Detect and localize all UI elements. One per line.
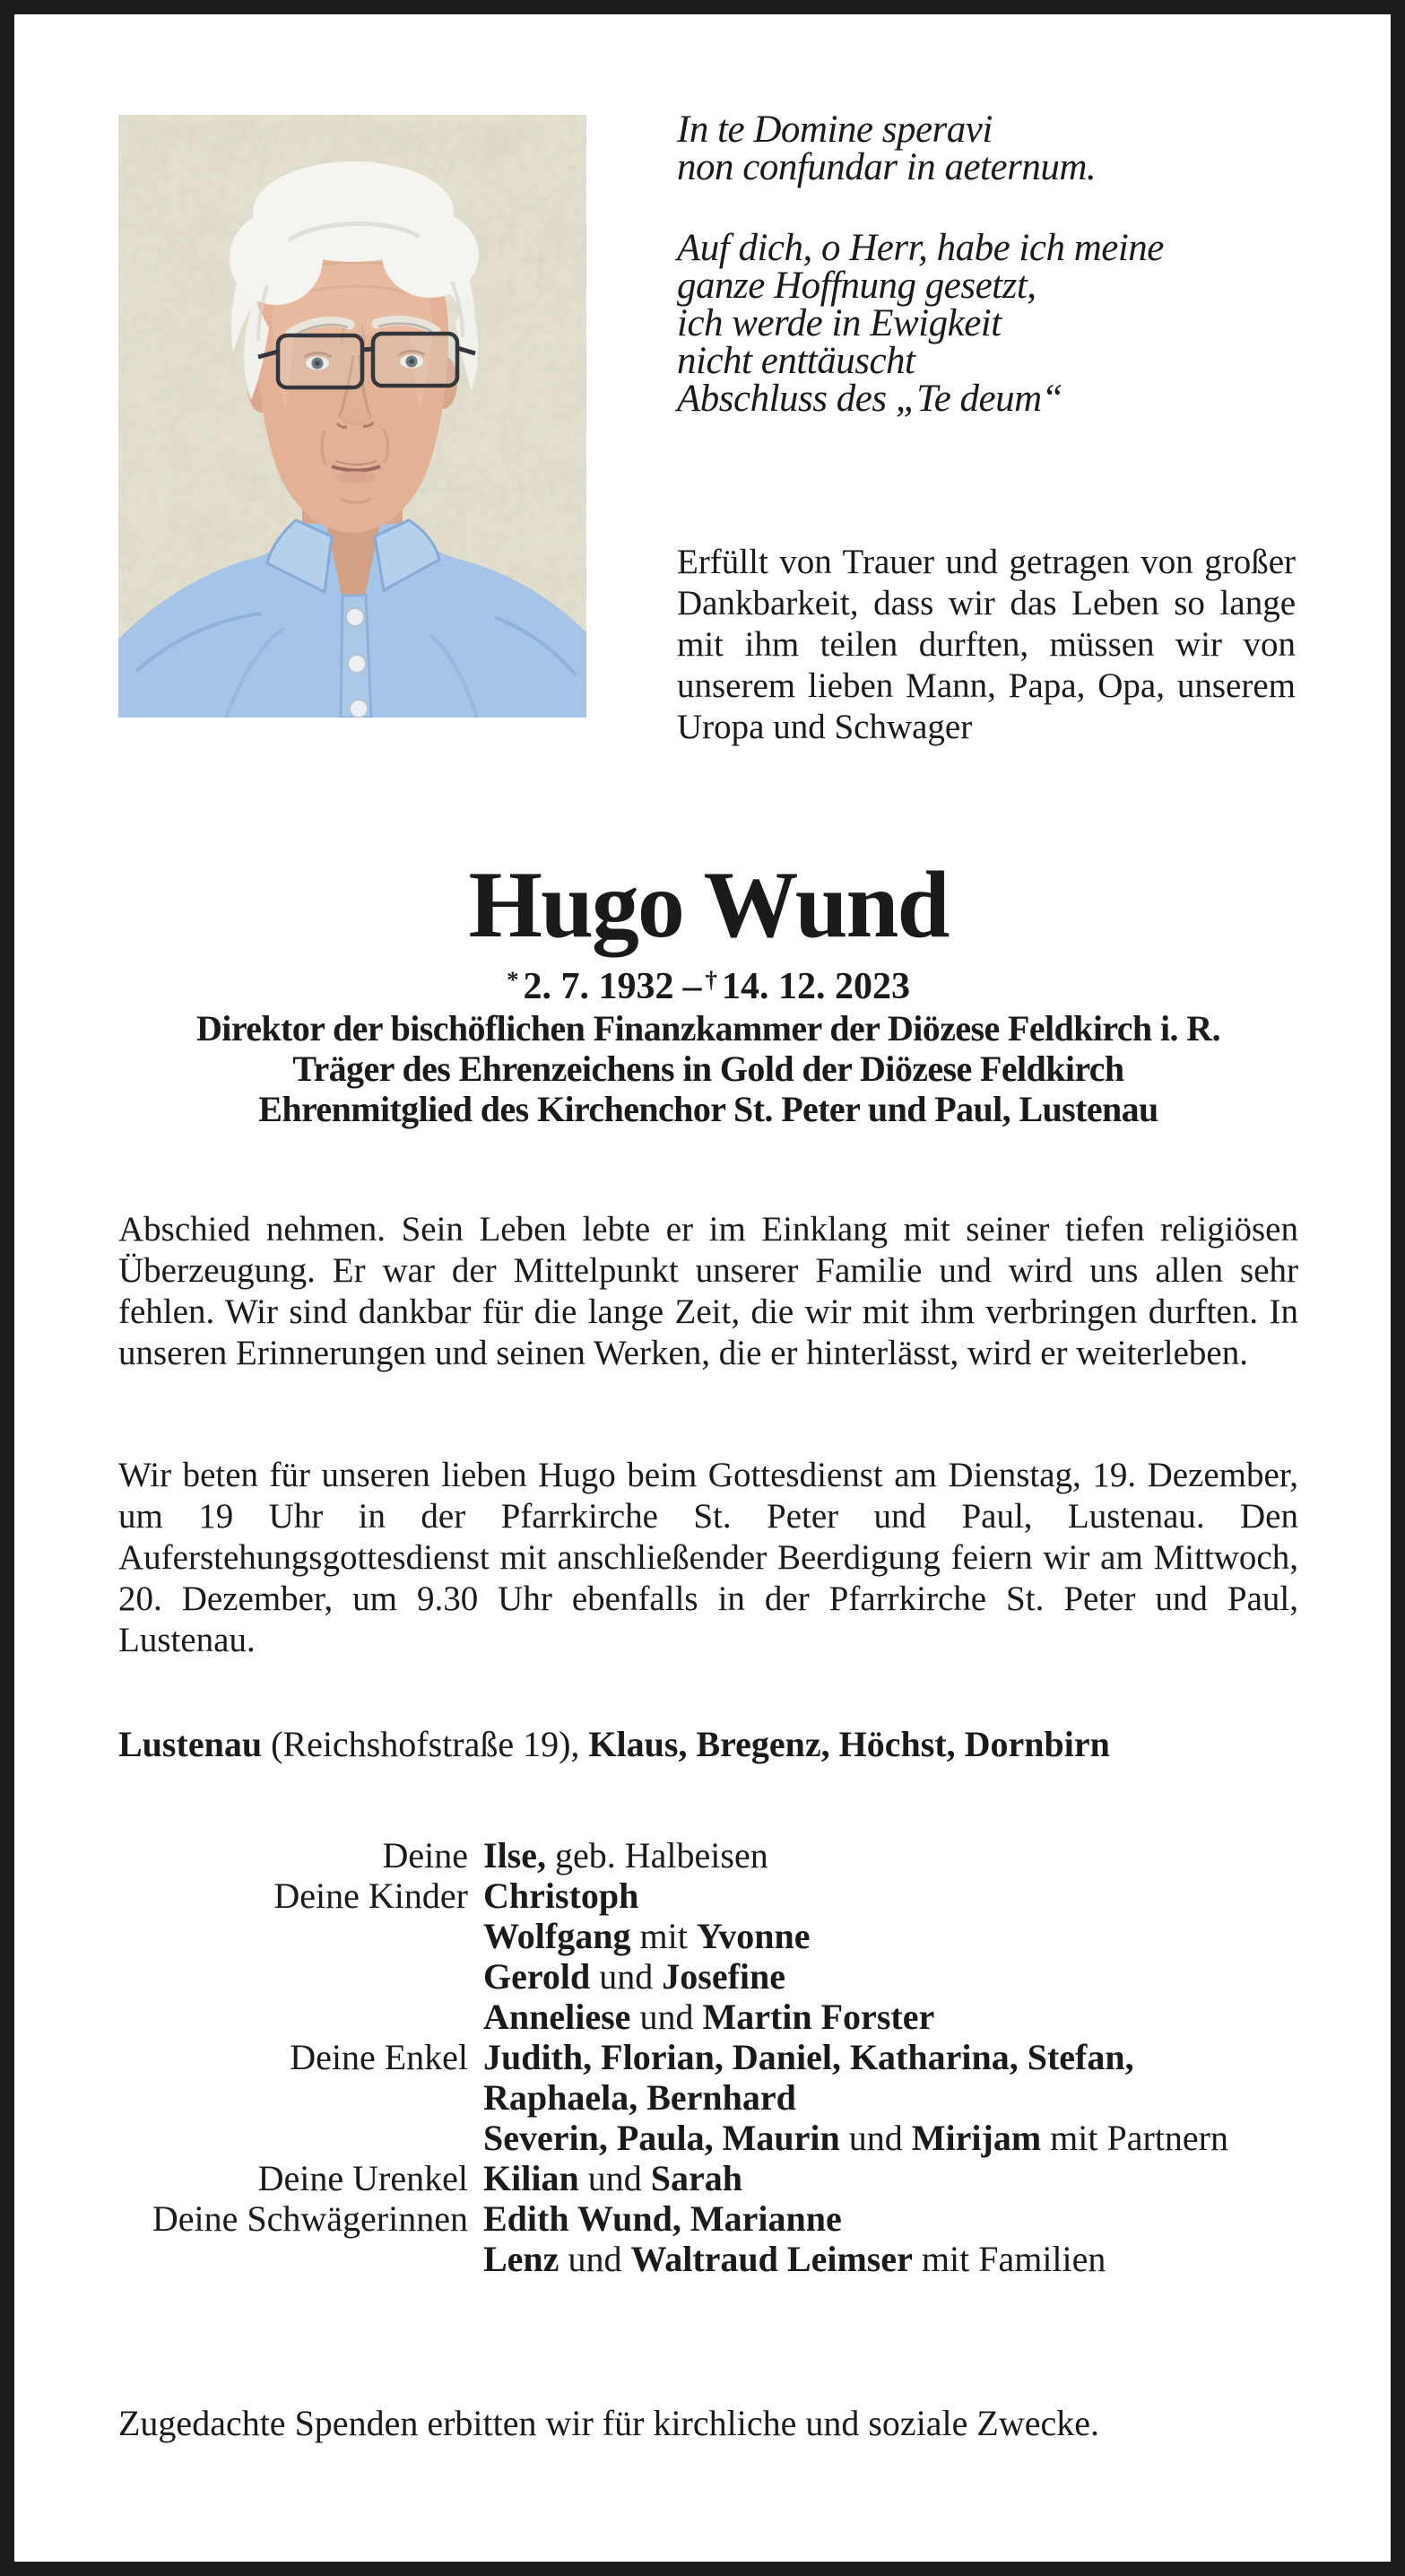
family-members [483, 1835, 1298, 1875]
shirt-button [348, 655, 366, 673]
name-bold: Yvonne [696, 1916, 811, 1956]
relation-label: Deine Kinder [273, 1875, 468, 1916]
family-members [483, 1916, 1298, 1956]
name-bold: Raphaela, Bernhard [483, 2077, 796, 2118]
mourning-locations [118, 1723, 1298, 1765]
motto-verse [677, 111, 1305, 418]
family-members [483, 2239, 1298, 2279]
name-bold: Anneliese [483, 1997, 631, 2037]
family-row [118, 2158, 1298, 2198]
family-row [118, 2037, 1298, 2077]
birth-date: 2. 7. 1932 [523, 966, 674, 1007]
name-bold: Judith, Florian, Daniel, Katharina, Stefan, [483, 2037, 1134, 2077]
family-members [483, 1997, 1298, 2037]
dates-separator: – [682, 966, 702, 1007]
name-bold: Wolfgang [483, 1916, 631, 1956]
text-regular: und [839, 2118, 912, 2158]
verse-latin [677, 111, 1305, 187]
text-line: Ehrenmitglied des Kirchenchor St. Peter und Paul, Lustenau [258, 1089, 1158, 1129]
name-bold: Martin Forster [702, 1997, 935, 2037]
family-members [483, 1875, 1298, 1916]
name-bold: Lustenau [118, 1724, 263, 1764]
service-paragraph: Wir beten für unseren lieben Hugo beim Gottesdienst am Dienstag, 19. Dezember, um 19 Uhr in der Pfarrkirche St. Peter und Paul, Lustenau. Den Auferstehungsgottesdienst mit anschließender Beerdigung feiern wir am Mittwoch, 20. Dezember, um 9.30 Uhr ebenfalls in der Pfarrkirche St. Peter und Paul, Lustenau. [118, 1456, 1298, 1659]
family-row [118, 1997, 1298, 2037]
intro-paragraph: Erfüllt von Trauer und getragen von großer Dankbarkeit, dass wir das Leben so lange mit ihm teilen durften, müssen wir von unserem lieben Mann, Papa, Opa, unserem Uropa und Schwager [677, 543, 1296, 746]
family-members [483, 2118, 1298, 2158]
text-line: nicht enttäuscht [677, 340, 915, 382]
family-row [118, 1956, 1298, 1997]
text-line: non confundar in aeternum. [677, 146, 1097, 188]
family-members [483, 2198, 1298, 2239]
relation-label [118, 1997, 468, 2037]
text-regular: mit Partnern [1041, 2118, 1229, 2158]
portrait-illustration [118, 115, 586, 718]
family-row [118, 1835, 1298, 1875]
family-row [118, 2077, 1298, 2118]
honorific-titles [118, 1008, 1298, 1129]
text-regular: mit Familien [912, 2239, 1106, 2279]
text-line: ich werde in Ewigkeit [677, 302, 1002, 344]
death-date: 14. 12. 2023 [721, 966, 910, 1007]
name-bold: Christoph [483, 1875, 639, 1916]
birth-symbol: * [507, 965, 519, 993]
relation-label: Deine [382, 1835, 468, 1875]
relation-label [118, 2118, 468, 2158]
name-bold: Ilse, [483, 1835, 546, 1875]
death-symbol: † [705, 965, 717, 993]
name-bold: Klaus, Bregenz, Höchst, Dornbirn [588, 1724, 1110, 1764]
shirt-button [350, 700, 368, 718]
family-row [118, 1875, 1298, 1916]
farewell-paragraph: Abschied nehmen. Sein Leben lebte er im Einklang mit seiner tiefen religiösen Überzeugung. Er war der Mittelpunkt unserer Familie und wird uns allen sehr fehlen. Wir sind dankbar für die lange Zeit, die wir mit ihm verbringen durften. In unseren Erinnerungen und seinen Werken, die er hinterlässt, wird er weiterleben. [118, 1210, 1298, 1372]
name-bold: Lenz [483, 2239, 559, 2279]
family-row [118, 1916, 1298, 1956]
text-line: Träger des Ehrenzeichens in Gold der Diözese Feldkirch [292, 1049, 1124, 1089]
verse-german [677, 227, 1305, 420]
deceased-name: Hugo Wund [468, 852, 949, 957]
family-members [483, 2037, 1298, 2077]
relation-label: Deine Enkel [290, 2037, 468, 2077]
name-bold: Sarah [650, 2158, 742, 2198]
relation-label [118, 1916, 468, 1956]
portrait-photo [118, 115, 586, 718]
family-list [118, 1835, 1298, 2279]
name-bold: Waltraud Leimser [630, 2239, 913, 2279]
name-bold: Mirijam [911, 2118, 1042, 2158]
donation-note: Zugedachte Spenden erbitten wir für kirchliche und soziale Zwecke. [118, 2403, 1100, 2443]
text-line: ganze Hoffnung gesetzt, [677, 265, 1036, 307]
family-row [118, 2239, 1298, 2279]
family-row [118, 2118, 1298, 2158]
verse-gap [677, 187, 1305, 230]
relation-label [118, 1956, 468, 1997]
text-line: Auf dich, o Herr, habe ich meine [677, 227, 1164, 269]
relation-label: Deine Schwägerinnen [152, 2198, 468, 2239]
name-bold: Edith Wund, Marianne [483, 2198, 842, 2239]
shirt-button [346, 608, 364, 626]
relation-label [118, 2077, 468, 2118]
text-line: In te Domine speravi [677, 109, 993, 151]
text-regular: (Reichshofstraße 19), [262, 1724, 589, 1764]
family-row [118, 2198, 1298, 2239]
text-regular: und [590, 1956, 663, 1997]
relation-label [118, 2239, 468, 2279]
text-regular: geb. Halbeisen [546, 1835, 768, 1875]
text-line: Direktor der bischöflichen Finanzkammer der Diözese Feldkirch i. R. [196, 1008, 1220, 1049]
text-regular: und [578, 2158, 651, 2198]
text-regular: mit [630, 1916, 697, 1956]
family-members [483, 1956, 1298, 1997]
name-bold: Josefine [662, 1956, 786, 1997]
family-members [483, 2158, 1298, 2198]
text-line: Abschluss des „Te deum“ [677, 378, 1063, 420]
life-dates [118, 965, 1298, 1008]
family-members [483, 2077, 1298, 2118]
relation-label: Deine Urenkel [257, 2158, 468, 2198]
name-bold: Severin, Paula, Maurin [483, 2118, 840, 2158]
name-bold: Gerold [483, 1956, 591, 1997]
text-regular: und [559, 2239, 631, 2279]
name-bold: Kilian [483, 2158, 579, 2198]
text-regular: und [630, 1997, 703, 2037]
